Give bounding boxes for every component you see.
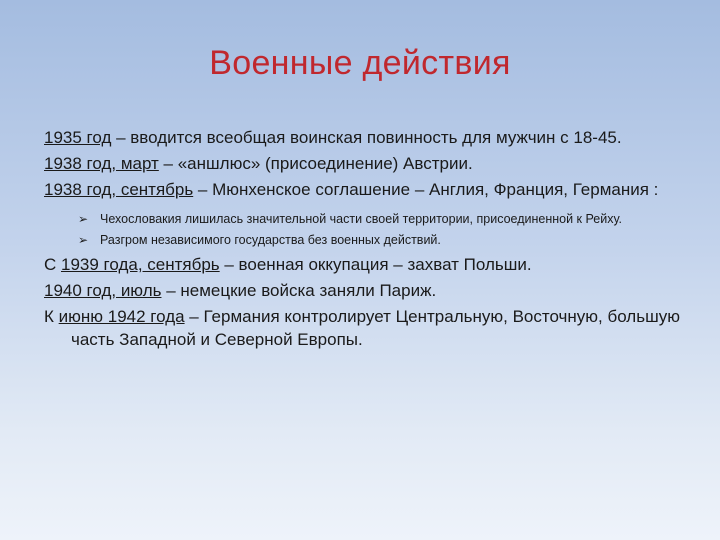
event-prefix: К <box>44 307 59 326</box>
event-text: – вводится всеобщая воинская повинность для мужчин с 18-45. <box>111 128 622 147</box>
event-text: – военная оккупация – захват Польши. <box>219 255 532 274</box>
event-date: 1940 год, июль <box>44 281 162 300</box>
event-1938-september <box>44 178 684 201</box>
event-1939 <box>44 253 684 276</box>
sub-bullet-text: Разгром независимого государства без военных действий. <box>100 233 441 247</box>
event-1940 <box>44 279 684 302</box>
event-text: – «аншлюс» (присоединение) Австрии. <box>158 154 473 173</box>
arrow-bullet-icon: ➢ <box>78 233 89 247</box>
munich-consequences <box>78 211 684 248</box>
event-text: – Германия контролирует Центральную, Восточную, большую часть Западной и Северной Европы. <box>71 307 680 349</box>
event-date: 1938 год, сентябрь <box>44 180 194 199</box>
event-text: – Мюнхенское соглашение – Англия, Франция, Германия : <box>193 180 659 199</box>
event-1942 <box>44 305 684 351</box>
slide-title: Военные действия <box>209 44 511 82</box>
event-date: 1938 год, март <box>44 154 159 173</box>
sub-bullet-text: Чехословакия лишилась значительной части своей территории, присоединенной к Рейху. <box>100 212 622 226</box>
event-date: июню 1942 года <box>58 307 185 326</box>
event-prefix: С <box>44 255 61 274</box>
event-1935 <box>44 126 684 149</box>
arrow-bullet-icon: ➢ <box>78 212 89 226</box>
event-date: 1939 года, сентябрь <box>61 255 220 274</box>
sub-bullet-czechoslovakia <box>78 211 684 227</box>
event-date: 1935 год <box>44 128 112 147</box>
event-text: – немецкие войска заняли Париж. <box>161 281 437 300</box>
slide-content <box>44 126 684 354</box>
sub-bullet-defeat <box>78 232 684 248</box>
event-1938-march <box>44 152 684 175</box>
